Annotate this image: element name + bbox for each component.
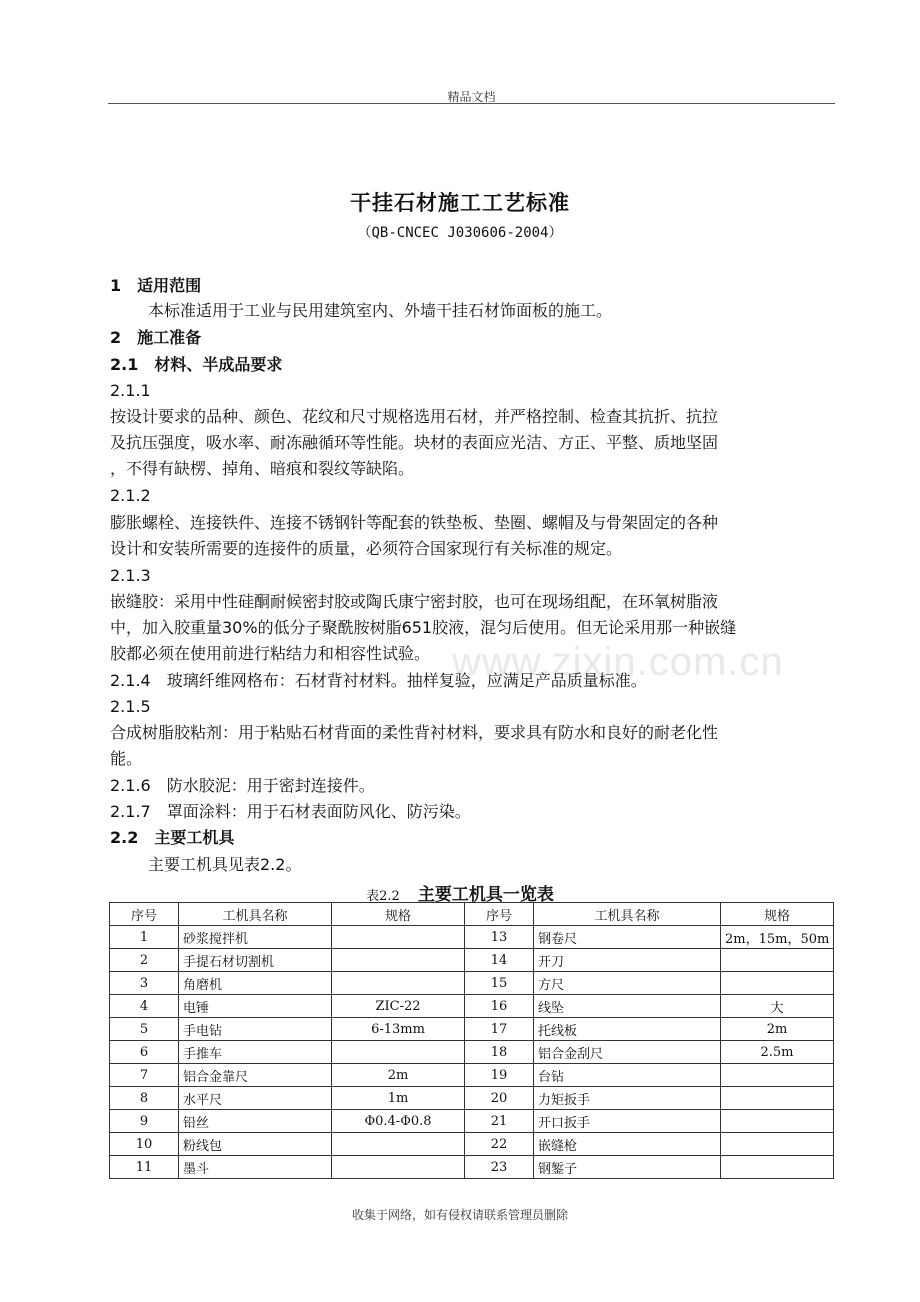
table-cell <box>721 1064 834 1087</box>
table-row <box>110 995 834 1018</box>
clause-line: 2.1.4 玻璃纤维网格布：石材背衬材料。抽样复验，应满足产品质量标准。 <box>110 671 647 690</box>
table-cell: 3 <box>110 972 179 995</box>
paragraph-line: 设计和安装所需要的连接件的质量，必须符合国家现行有关标准的规定。 <box>110 539 623 558</box>
table-cell: 5 <box>110 1018 179 1041</box>
table-row <box>110 1064 834 1087</box>
clause-number: 2.1.5 <box>110 697 151 716</box>
table-cell: 2.5m <box>721 1041 834 1064</box>
table-cell: 手电钻 <box>179 1018 332 1041</box>
table-row <box>110 1110 834 1133</box>
paragraph-line: 能。 <box>110 749 143 768</box>
table-cell: 开口扳手 <box>534 1110 721 1133</box>
table-row <box>110 1018 834 1041</box>
table-cell <box>721 1133 834 1156</box>
table-cell: 1m <box>332 1087 465 1110</box>
table-cell: ZIC-22 <box>332 995 465 1018</box>
table-cell: 大 <box>721 995 834 1018</box>
page-header: 精品文档 <box>447 90 496 104</box>
paragraph-line: 胶都必须在使用前进行粘结力和相容性试验。 <box>110 644 431 663</box>
table-cell: 砂浆搅拌机 <box>179 926 332 949</box>
table-row <box>110 1133 834 1156</box>
table-cell <box>332 1041 465 1064</box>
clause-line: 2.1.6 防水胶泥：用于密封连接件。 <box>110 776 375 795</box>
paragraph-line: ，不得有缺楞、掉角、暗痕和裂纹等缺陷。 <box>110 459 415 478</box>
table-cell: 电锤 <box>179 995 332 1018</box>
section-1-heading: 1 适用范围 <box>110 276 202 295</box>
table-cell: 4 <box>110 995 179 1018</box>
table-cell <box>332 1156 465 1179</box>
table-cell: 17 <box>465 1018 534 1041</box>
table-cell: 15 <box>465 972 534 995</box>
table-cell: 力矩扳手 <box>534 1087 721 1110</box>
table-cell: 铝合金刮尺 <box>534 1041 721 1064</box>
table-cell: 2m，15m，50m <box>721 926 834 949</box>
table-cell: 16 <box>465 995 534 1018</box>
column-header: 序号 <box>465 903 534 926</box>
table-cell: 13 <box>465 926 534 949</box>
page-footer: 收集于网络，如有侵权请联系管理员删除 <box>351 1208 568 1222</box>
table-cell: 钢卷尺 <box>534 926 721 949</box>
table-cell: 11 <box>110 1156 179 1179</box>
table-cell <box>721 949 834 972</box>
table-title: 主要工机具一览表 <box>417 885 554 905</box>
table-label: 表2.2 <box>366 889 400 904</box>
clause-number: 2.1.2 <box>110 486 151 505</box>
table-cell: 19 <box>465 1064 534 1087</box>
clause-number: 2.1.1 <box>110 381 151 400</box>
table-cell: 18 <box>465 1041 534 1064</box>
table-cell: 线坠 <box>534 995 721 1018</box>
table-cell: 20 <box>465 1087 534 1110</box>
table-cell <box>332 972 465 995</box>
table-row <box>110 1156 834 1179</box>
table-cell: 钢錾子 <box>534 1156 721 1179</box>
column-header: 工机具名称 <box>534 903 721 926</box>
table-cell: 8 <box>110 1087 179 1110</box>
table-cell <box>332 926 465 949</box>
table-cell <box>332 1133 465 1156</box>
section-2-2-heading: 2.2 主要工机具 <box>110 828 235 847</box>
table-cell: 角磨机 <box>179 972 332 995</box>
paragraph: 本标准适用于工业与民用建筑室内、外墙干挂石材饰面板的施工。 <box>148 301 613 320</box>
paragraph-line: 按设计要求的品种、颜色、花纹和尺寸规格选用石材，并严格控制、检查其抗折、抗拉 <box>110 407 719 426</box>
section-2-heading: 2 施工准备 <box>110 328 202 347</box>
table-row <box>110 1087 834 1110</box>
table-cell: 9 <box>110 1110 179 1133</box>
table-cell: 2m <box>332 1064 465 1087</box>
column-header: 规格 <box>721 903 834 926</box>
paragraph-line: 合成树脂胶粘剂：用于粘贴石材背面的柔性背衬材料，要求具有防水和良好的耐老化性 <box>110 723 719 742</box>
paragraph-line: 及抗压强度，吸水率、耐冻融循环等性能。块材的表面应光洁、方正、平整、质地坚固 <box>110 433 719 452</box>
table-row <box>110 972 834 995</box>
table-cell: 墨斗 <box>179 1156 332 1179</box>
table-cell: Φ0.4-Φ0.8 <box>332 1110 465 1133</box>
table-cell: 23 <box>465 1156 534 1179</box>
table-cell: 手推车 <box>179 1041 332 1064</box>
document-title: 干挂石材施工工艺标准 <box>350 191 570 215</box>
tools-table <box>109 902 834 1179</box>
paragraph-line: 膨胀螺栓、连接铁件、连接不锈钢针等配套的铁垫板、垫圈、螺帽及与骨架固定的各种 <box>110 513 719 532</box>
table-cell <box>721 1156 834 1179</box>
section-2-1-heading: 2.1 材料、半成品要求 <box>110 355 283 374</box>
table-cell: 台钻 <box>534 1064 721 1087</box>
table-cell: 粉线包 <box>179 1133 332 1156</box>
table-cell: 手提石材切割机 <box>179 949 332 972</box>
column-header: 规格 <box>332 903 465 926</box>
paragraph-line: 中，加入胶重量30%的低分子聚酰胺树脂651胶液，混匀后使用。但无论采用那一种嵌缝 <box>110 618 737 637</box>
table-cell: 10 <box>110 1133 179 1156</box>
table-cell <box>332 949 465 972</box>
table-cell: 方尺 <box>534 972 721 995</box>
table-cell: 22 <box>465 1133 534 1156</box>
table-cell: 铅丝 <box>179 1110 332 1133</box>
table-cell: 水平尺 <box>179 1087 332 1110</box>
table-cell: 1 <box>110 926 179 949</box>
table-cell: 铝合金靠尺 <box>179 1064 332 1087</box>
table-cell: 开刀 <box>534 949 721 972</box>
table-cell: 嵌缝枪 <box>534 1133 721 1156</box>
table-cell: 2 <box>110 949 179 972</box>
column-header: 序号 <box>110 903 179 926</box>
paragraph-line: 嵌缝胶：采用中性硅酮耐候密封胶或陶氏康宁密封胶，也可在现场组配，在环氧树脂液 <box>110 592 719 611</box>
table-cell: 6 <box>110 1041 179 1064</box>
watermark: www.zixin.com.cn <box>452 640 784 684</box>
table-header-row <box>110 903 834 926</box>
table-row <box>110 949 834 972</box>
table-row <box>110 1041 834 1064</box>
table-cell: 6-13mm <box>332 1018 465 1041</box>
paragraph: 主要工机具见表2.2。 <box>148 855 302 874</box>
document-code: （QB-CNCEC J030606-2004） <box>357 225 563 241</box>
header-rule <box>108 103 835 104</box>
table-cell <box>721 1110 834 1133</box>
table-cell <box>721 972 834 995</box>
table-cell <box>721 1087 834 1110</box>
table-cell: 21 <box>465 1110 534 1133</box>
table-cell: 托线板 <box>534 1018 721 1041</box>
table-cell: 7 <box>110 1064 179 1087</box>
clause-line: 2.1.7 罩面涂料：用于石材表面防风化、防污染。 <box>110 802 471 821</box>
table-row <box>110 926 834 949</box>
clause-number: 2.1.3 <box>110 566 151 585</box>
column-header: 工机具名称 <box>179 903 332 926</box>
table-cell: 14 <box>465 949 534 972</box>
table-cell: 2m <box>721 1018 834 1041</box>
